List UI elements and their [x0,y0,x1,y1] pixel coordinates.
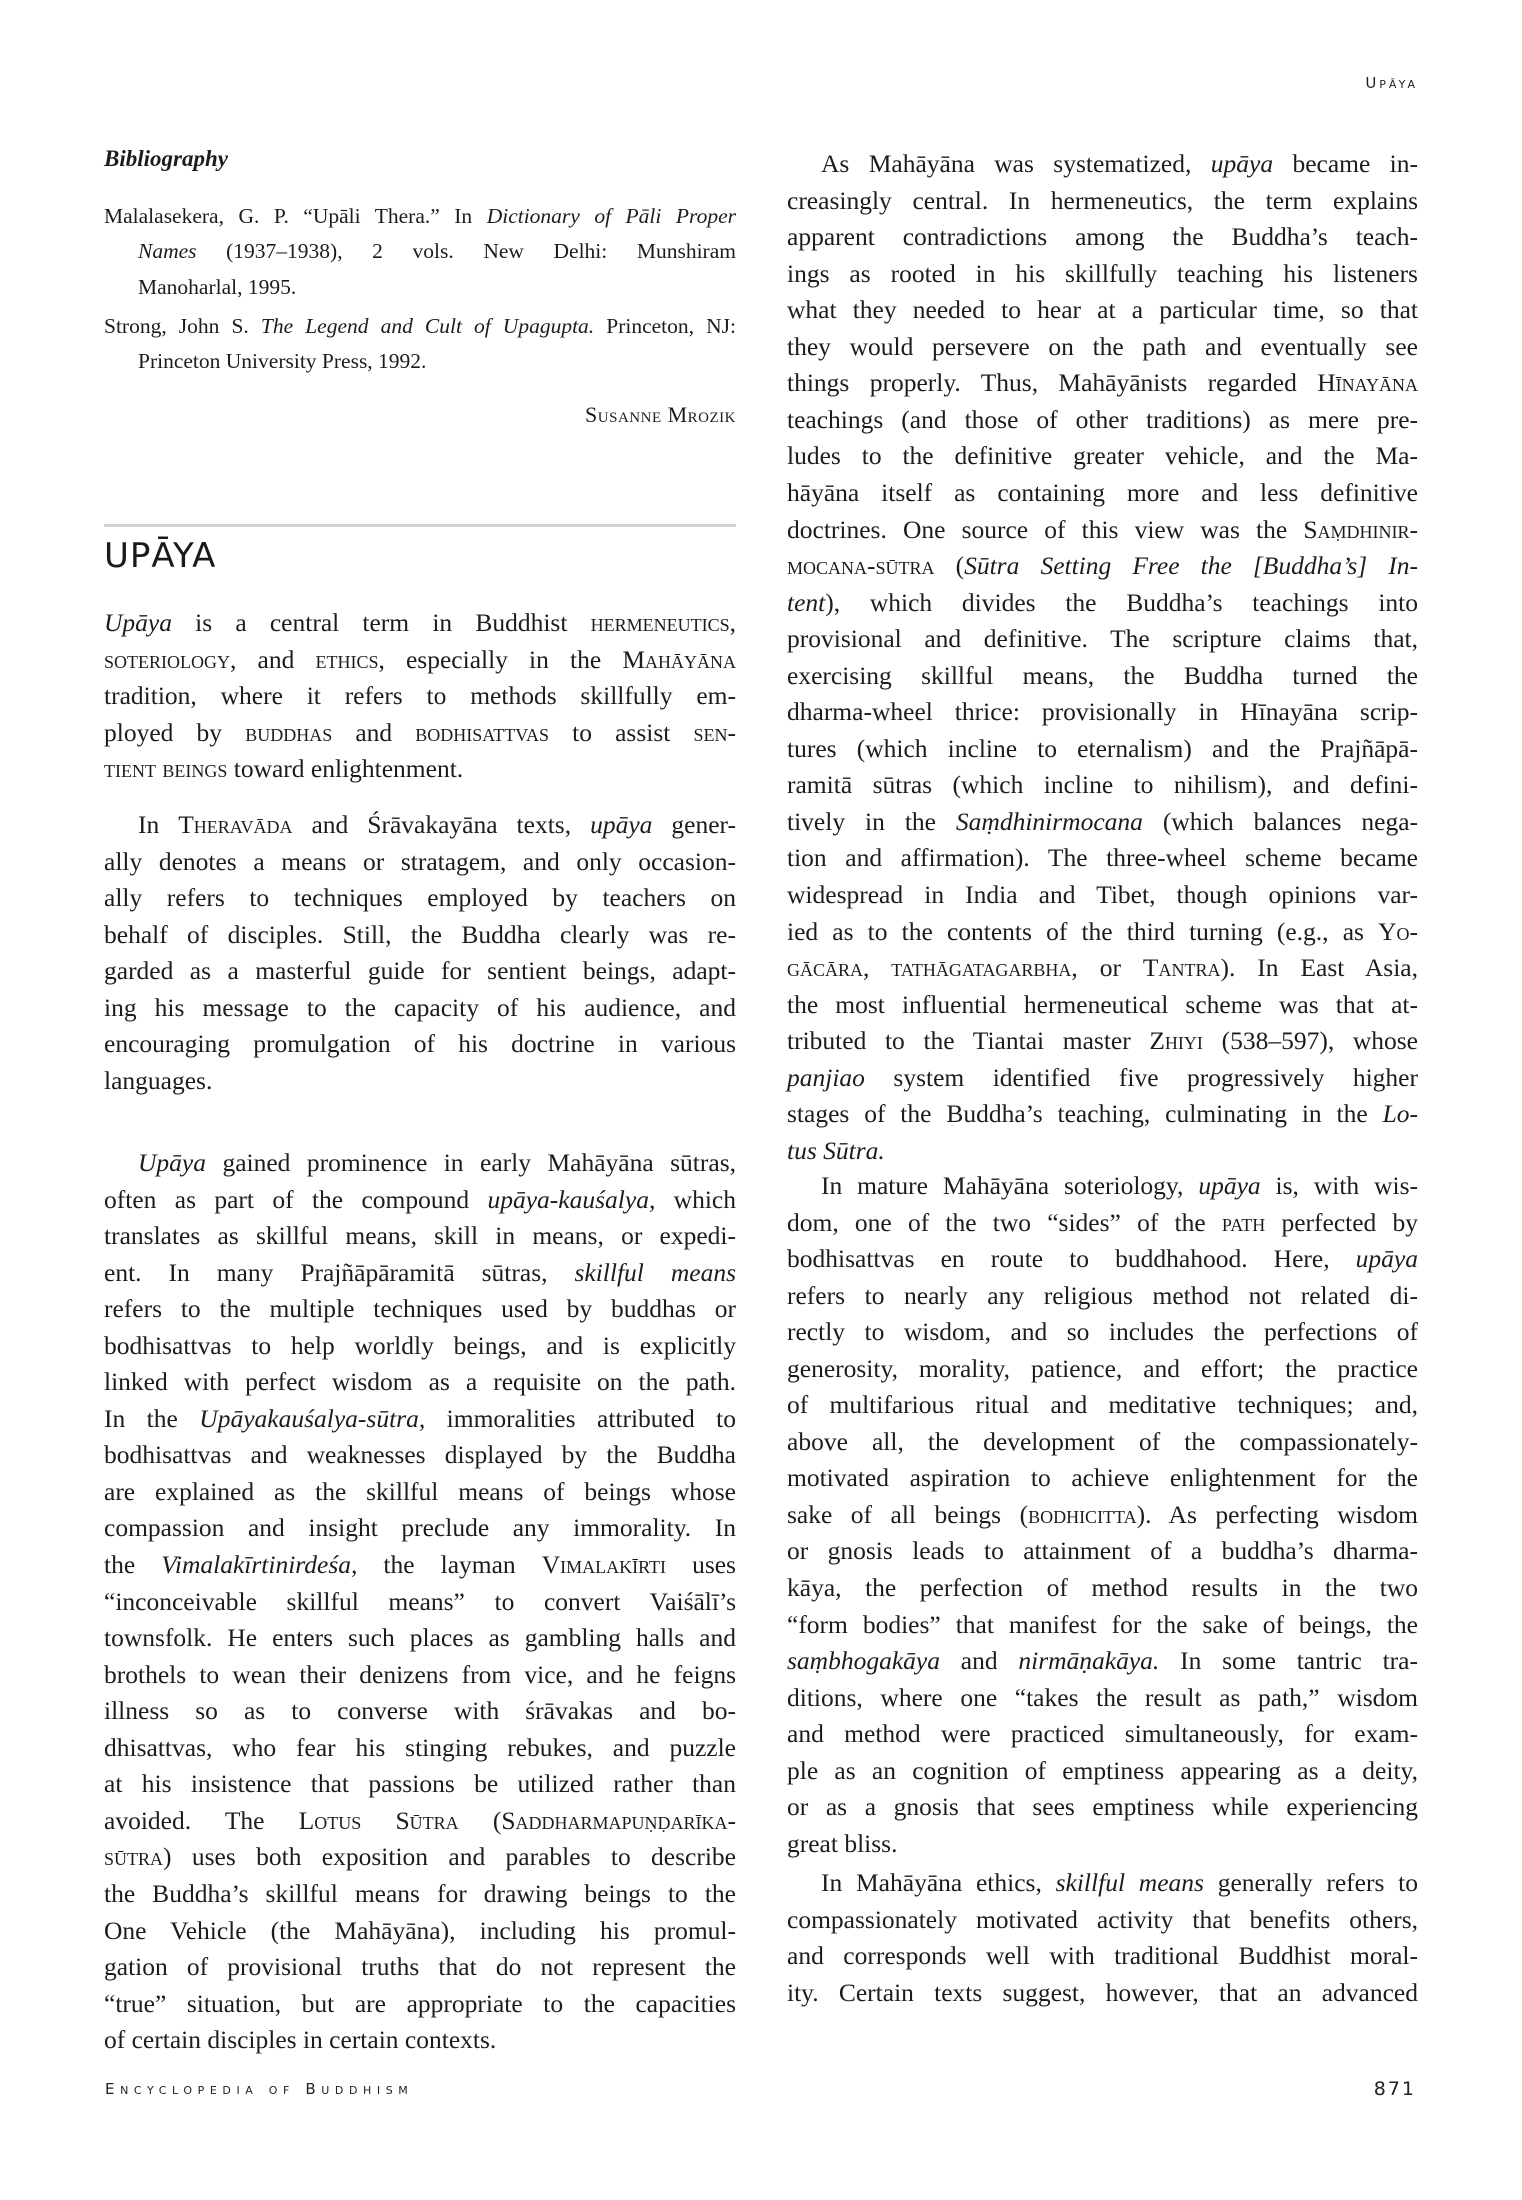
text-run: immoralities attributed to [425,1404,736,1433]
page-number: 871 [1373,2078,1416,2100]
text-run: garded as a masterful guide for sentient beings, adapt- [104,956,736,985]
italic-text: nirmāṇakāya. [1018,1646,1160,1675]
paragraph-line [787,1937,1418,1974]
text-run: the layman [357,1550,542,1579]
small-caps-crossref: Tantra [1142,953,1221,982]
small-caps-crossref: path [1221,1208,1266,1237]
paragraph-line [104,1838,736,1875]
text-run: Malalasekera, G. P. “Upāli Thera.” In [104,204,487,228]
small-caps-crossref: tient beings [104,754,228,783]
paragraph-line [787,620,1418,657]
paragraph-line [104,1144,736,1181]
paragraph-line [787,839,1418,876]
paragraph-line [104,677,736,714]
text-run: In [138,810,179,839]
paragraph-line [787,328,1418,365]
text-run: hāyāna itself as containing more and less definitive [787,478,1418,507]
paragraph-line [104,1802,736,1839]
text-run: generosity, morality, patience, and effort; the practice [787,1354,1418,1383]
italic-text: upāya [590,810,653,839]
paragraph-line [104,1327,736,1364]
paragraph-line [787,1277,1418,1314]
bibliography-entry-line [104,199,736,233]
text-run: bodhisattvas and weaknesses displayed by the Buddha [104,1440,736,1469]
paragraph-line [787,1532,1418,1569]
text-run: widespread in India and Tibet, though opinions var- [787,880,1418,909]
small-caps-crossref: mocana-sūtra [787,551,935,580]
text-run: avoided. The [104,1806,299,1835]
small-caps-crossref: Vimalakīrti [541,1550,667,1579]
paragraph-line [104,1400,736,1437]
entry-heading: UPĀYA [104,536,217,576]
text-run: dhisattvas, who fear his stinging rebukes, and puzzle [104,1733,736,1762]
text-run: gation of provisional truths that do not represent the [104,1952,736,1981]
small-caps-crossref: Theravāda [178,810,293,839]
text-run: the [104,1550,162,1579]
text-run: motivated aspiration to achieve enlightenment for the [787,1463,1418,1492]
text-run: uses [666,1550,736,1579]
text-run: illness so as to converse with śrāvakas and bo- [104,1696,736,1725]
paragraph-line [104,1948,736,1985]
paragraph-line [787,913,1418,950]
paragraph-line [104,1254,736,1291]
paragraph-line [104,1985,736,2022]
text-run: ludes to the definitive greater vehicle, and the Ma- [787,441,1418,470]
small-caps-crossref: Zhiyi [1149,1026,1203,1055]
paragraph-line [787,511,1418,548]
text-run: encouraging promulgation of his doctrine in various [104,1029,736,1058]
paragraph-line [104,1509,736,1546]
text-run: In some tantric tra- [1159,1646,1418,1675]
text-run: and [236,645,316,674]
italic-text: The Legend and Cult of Upagupta. [260,314,595,338]
text-run: of certain disciples in certain contexts. [104,2025,497,2054]
text-run: became in- [1273,149,1418,178]
text-run: ent. In many Prajñāpāramitā sūtras, [104,1258,575,1287]
text-run: and corresponds well with traditional Buddhist moral- [787,1941,1418,1970]
text-run: stages of the Buddha’s teaching, culminating in the [787,1099,1383,1128]
paragraph-line [787,1350,1418,1387]
paragraph-line [104,843,736,880]
text-run: and method were practiced simultaneously, for exam- [787,1719,1418,1748]
text-run: dharma-wheel thrice: provisionally in Hīnayāna scrip- [787,697,1418,726]
text-run: ity. Certain texts suggest, however, that an advanced [787,1978,1418,2007]
paragraph-line [787,291,1418,328]
text-run: bodhisattvas to help worldly beings, and is explicitly [104,1331,736,1360]
paragraph-line [787,986,1418,1023]
text-run: sake of all beings ( [787,1500,1029,1529]
small-caps-crossref: ethics, [315,645,385,674]
text-run: bodhisattvas en route to buddhahood. Here, [787,1244,1356,1273]
paragraph-line [787,401,1418,438]
paragraph-line [104,1619,736,1656]
text-run: of multifarious ritual and meditative techniques; and, [787,1390,1418,1419]
paragraph-line [104,1583,736,1620]
italic-text: skillful means [1055,1868,1204,1897]
text-run: above all, the development of the compassionately- [787,1427,1418,1456]
paragraph-line [787,1642,1418,1679]
text-run: tures (which incline to eternalism) and the Prajñāpā- [787,734,1418,763]
paragraph-line [787,1715,1418,1752]
paragraph-line [787,1496,1418,1533]
paragraph-line [104,2021,736,2058]
small-caps-crossref: bodhicitta [1028,1500,1137,1529]
text-run: creasingly central. In hermeneutics, the term explains [787,186,1418,215]
paragraph-line [787,547,1418,584]
small-caps-crossref: gācāra, tathāgatagarbha, [787,953,1078,982]
paragraph-line [787,182,1418,219]
text-run: brothels to wean their denizens from vice, and he feigns [104,1660,736,1689]
text-run: ally denotes a means or stratagem, and only occasion- [104,847,736,876]
paragraph-line [104,1875,736,1912]
text-run: to assist [549,718,694,747]
text-run: toward enlightenment. [227,754,464,783]
paragraph-line [104,806,736,843]
text-run: which [655,1185,737,1214]
text-run: refers to nearly any religious method not related di- [787,1281,1418,1310]
paragraph-line [104,952,736,989]
text-run: tion and affirmation). The three-wheel scheme became [787,843,1418,872]
text-run: tradition, where it refers to methods skillfully em- [104,681,736,710]
text-run: townsfolk. He enters such places as gambling halls and [104,1623,736,1652]
text-run: refers to the multiple techniques used by buddhas or [104,1294,736,1323]
italic-text: upāya-kauśalya, [487,1185,656,1214]
text-run: (which balances nega- [1142,807,1418,836]
text-run: ramitā sūtras (which incline to nihilism), and defini- [787,770,1418,799]
paragraph-line [787,657,1418,694]
text-run: In Mahāyāna ethics, [821,1868,1056,1897]
text-run: dom, one of the two “sides” of the [787,1208,1222,1237]
italic-text: Upāyakauśalya-sūtra, [199,1404,426,1433]
bibliography-entry-line [104,309,736,343]
text-run: gained prominence in early Mahāyāna sūtras, [205,1148,736,1177]
small-caps-crossref: Yo- [1378,917,1418,946]
text-run: or [1077,953,1143,982]
text-run: Princeton University Press, 1992. [138,349,427,373]
paragraph-line [104,604,736,641]
text-run: “inconceivable skillful means” to convert Vaiśālī’s [104,1587,736,1616]
paragraph-line [104,1436,736,1473]
bibliography-entry-line [104,344,736,378]
text-run: “form bodies” that manifest for the sake of beings, the [787,1610,1418,1639]
paragraph-line [104,1546,736,1583]
paragraph-line [104,1765,736,1802]
paragraph-line [787,1864,1418,1901]
text-run: ied as to the contents of the third turning (e.g., as [787,917,1379,946]
text-run: ings as rooted in his skillfully teaching his listeners [787,259,1418,288]
italic-text: upāya [1210,149,1274,178]
text-run: tributed to the Tiantai master [787,1026,1150,1055]
text-run: Manoharlal, 1995. [138,275,297,299]
running-head: Upāya [1365,74,1418,92]
italic-text: Vimalakīrtinirdeśa, [161,1550,358,1579]
small-caps-crossref: Hīnayāna [1317,368,1418,397]
paragraph-line [104,1692,736,1729]
paragraph-line [104,989,736,1026]
text-run: things properly. Thus, Mahāyānists regarded [787,368,1318,397]
paragraph-line [104,641,736,678]
italic-text: skillful means [574,1258,736,1287]
text-run: ally refers to techniques employed by teachers on [104,883,736,912]
text-run: uses both exposition and parables to describe [171,1842,736,1871]
paragraph-line [787,218,1418,255]
text-run: behalf of disciples. Still, the Buddha clearly was re- [104,920,736,949]
text-run: system identified five progressively higher [864,1063,1418,1092]
small-caps-crossref: sen- [693,718,737,747]
text-run: ple as an cognition of emptiness appearing as a deity, [787,1756,1418,1785]
paragraph-line [787,145,1418,182]
text-run: gener- [652,810,737,839]
paragraph-line [787,693,1418,730]
text-run: One Vehicle (the Mahāyāna), including his promul- [104,1916,736,1945]
text-run: compassion and insight preclude any immorality. In [104,1513,736,1542]
text-run: In the [104,1404,200,1433]
text-run: at his insistence that passions be utilized rather than [104,1769,736,1798]
italic-text: Upāya [104,608,172,637]
small-caps-crossref: sūtra) [104,1842,172,1871]
paragraph-line [104,1217,736,1254]
italic-text: Names [138,239,197,263]
text-run: linked with perfect wisdom as a requisite on the path. [104,1367,736,1396]
text-run: is, with wis- [1260,1171,1418,1200]
text-run: what they needed to hear at a particular time, so that [787,295,1418,324]
paragraph-line [104,1062,736,1099]
text-run: is a central term in Buddhist [171,608,591,637]
italic-text: Dictionary of Pāli Proper [486,204,736,228]
paragraph-line [104,1912,736,1949]
paragraph-line [787,730,1418,767]
paragraph-line [787,1059,1418,1096]
text-run: ditions, where one “takes the result as path,” wisdom [787,1683,1418,1712]
italic-text: Upāya [138,1148,206,1177]
small-caps-crossref: buddhas [245,718,333,747]
text-run: (1937–1938), 2 vols. New Delhi: Munshiram [196,239,736,263]
text-run: tively in the [787,807,956,836]
text-run: teachings (and those of other traditions) as mere pre- [787,405,1418,434]
text-run: ing his message to the capacity of his audience, and [104,993,736,1022]
paragraph-line [104,1181,736,1218]
small-caps-crossref: bodhisattvas [415,718,549,747]
text-run: compassionately motivated activity that benefits others, [787,1905,1418,1934]
text-run: the most influential hermeneutical scheme was that at- [787,990,1418,1019]
text-run: or as a gnosis that sees emptiness while experiencing [787,1792,1418,1821]
italic-text: panjiao [787,1063,865,1092]
text-run: ). In East Asia, [1220,953,1419,982]
paragraph-line [787,1825,1418,1862]
paragraph-line [787,1606,1418,1643]
text-run: provisional and definitive. The scripture claims that, [787,624,1418,653]
text-run: they would persevere on the path and eventually see [787,332,1418,361]
paragraph-line [787,1788,1418,1825]
paragraph-line [104,1290,736,1327]
paragraph-line [787,1240,1418,1277]
bibliography-heading: Bibliography [104,146,228,171]
bibliography-entry-line [104,270,736,304]
paragraph-line [787,876,1418,913]
paragraph-line [787,1132,1418,1169]
paragraph-line [787,1204,1418,1241]
paragraph-line [104,879,736,916]
italic-text: tent [787,588,826,617]
text-run: rectly to wisdom, and so includes the perfections of [787,1317,1418,1346]
text-run: great bliss. [787,1829,898,1858]
paragraph-line [787,766,1418,803]
small-caps-crossref: hermeneutics, [590,608,736,637]
section-divider [104,524,736,527]
paragraph-line [104,1363,736,1400]
text-run: translates as skillful means, skill in means, or expedi- [104,1221,736,1250]
paragraph-line [104,916,736,953]
paragraph-line [104,1656,736,1693]
text-run: especially in the [384,645,623,674]
italic-text: tus Sūtra. [787,1136,885,1165]
text-run: exercising skillful means, the Buddha turned the [787,661,1418,690]
text-run: In mature Mahāyāna soteriology, [821,1171,1199,1200]
paragraph-line [787,1313,1418,1350]
text-run: “true” situation, but are appropriate to the capacities [104,1989,736,2018]
text-run: and [332,718,416,747]
paragraph-line [787,437,1418,474]
text-run: ( [934,551,965,580]
paragraph-line [787,364,1418,401]
paragraph-line [787,1386,1418,1423]
paragraph-line [787,1167,1418,1204]
paragraph-line [787,1569,1418,1606]
paragraph-line [104,1025,736,1062]
paragraph-line [104,1473,736,1510]
text-run: Strong, John S. [104,314,261,338]
paragraph-line [787,1679,1418,1716]
paragraph-line [104,750,736,787]
text-run: kāya, the perfection of method results in the two [787,1573,1418,1602]
paragraph-line [787,255,1418,292]
text-run: As Mahāyāna was systematized, [821,149,1211,178]
paragraph-line [787,1095,1418,1132]
paragraph-line [787,1022,1418,1059]
text-run: languages. [104,1066,213,1095]
italic-text: Saṃdhinirmocana [955,807,1143,836]
italic-text: upāya [1198,1171,1261,1200]
paragraph-line [787,1901,1418,1938]
paragraph-line [787,1974,1418,2011]
italic-text: saṃbhogakāya [787,1646,940,1675]
paragraph-line [787,1423,1418,1460]
text-run: and Śrāvakayāna texts, [292,810,591,839]
text-run: ). As perfecting wisdom [1136,1500,1418,1529]
paragraph-line [787,949,1418,986]
paragraph-line [787,1459,1418,1496]
text-run: generally refers to [1203,1868,1418,1897]
paragraph-line [787,1752,1418,1789]
text-run: (538–597), whose [1202,1026,1418,1055]
text-run: are explained as the skillful means of beings whose [104,1477,736,1506]
text-run: apparent contradictions among the Buddha’s teach- [787,222,1418,251]
article-author: Susanne Mrozik [585,402,736,427]
small-caps-crossref: Lotus Sūtra (Saddharmapuṇḍarīka- [298,1806,736,1835]
paragraph-line [104,714,736,751]
footer-book-title: Encyclopedia of Buddhism [105,2080,414,2098]
text-run: and [939,1646,1019,1675]
small-caps-crossref: Mahāyāna [622,645,736,674]
italic-text: Sūtra Setting Free the [Buddha’s] In- [964,551,1418,580]
text-run: doctrines. One source of this view was the [787,515,1304,544]
paragraph-line [787,474,1418,511]
text-run: Princeton, NJ: [594,314,736,338]
text-run: ployed by [104,718,246,747]
text-run: often as part of the compound [104,1185,488,1214]
italic-text: upāya [1355,1244,1418,1273]
text-run: or gnosis leads to attainment of a buddha’s dharma- [787,1536,1418,1565]
text-run: ), which divides the Buddha’s teachings into [825,588,1418,617]
small-caps-crossref: Saṃdhinir- [1303,515,1418,544]
text-run: perfected by [1265,1208,1419,1237]
paragraph-line [787,584,1418,621]
paragraph-line [787,803,1418,840]
bibliography-entry-line [104,234,736,268]
small-caps-crossref: soteriology, [104,645,237,674]
text-run: the Buddha’s skillful means for drawing beings to the [104,1879,736,1908]
paragraph-line [104,1729,736,1766]
italic-text: Lo- [1382,1099,1418,1128]
